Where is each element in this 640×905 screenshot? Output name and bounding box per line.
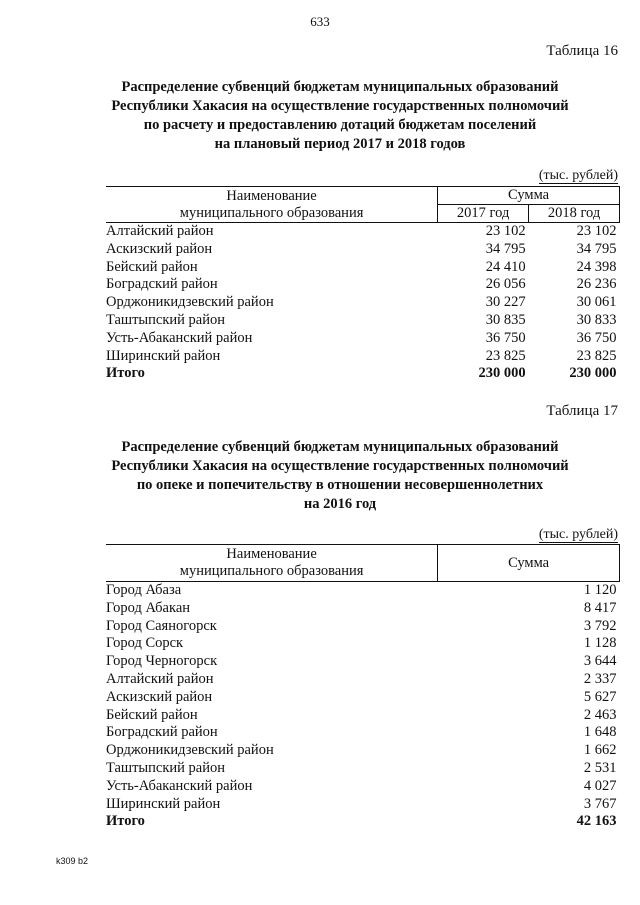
table16-row (106, 241, 620, 259)
table17-row (106, 778, 620, 796)
table16-row (106, 223, 620, 241)
table17 (106, 544, 620, 831)
table17-cell-name: Боградский район (106, 724, 218, 741)
table16-row (106, 276, 620, 294)
table17-row (106, 653, 620, 671)
table17-cell-name: Город Черногорск (106, 653, 218, 670)
table17-total-name: Итого (106, 813, 145, 830)
table16-cell-name: Аскизский район (106, 240, 213, 257)
table16-row (106, 312, 620, 330)
table16-header-name-line1: Наименование (226, 187, 317, 204)
table17-cell-sum: 3 792 (583, 617, 617, 634)
table17-cell-name: Таштыпский район (106, 759, 226, 776)
table16-total-2017: 230 000 (478, 365, 526, 382)
table17-title-line: Распределение субвенций бюджетам муниципальных образований (121, 439, 559, 455)
table17-header-name-line1: Наименование (226, 546, 317, 562)
table17-cell-sum: 2 463 (583, 706, 617, 723)
table17-row (106, 707, 620, 725)
table17-row (106, 796, 620, 814)
table16-cell-2017: 24 410 (485, 258, 526, 275)
table16-cell-2018: 30 061 (576, 294, 617, 311)
table16-cell-name: Усть-Абаканский район (106, 329, 253, 346)
table16-cell-2018: 26 236 (576, 276, 617, 293)
table17-cell-sum: 1 662 (583, 742, 617, 759)
table17-cell-name: Город Саяногорск (106, 617, 217, 634)
table16-header-year1: 2017 год (438, 205, 529, 223)
table16-units (539, 168, 618, 184)
table17-cell-sum: 2 531 (583, 759, 617, 776)
table17-cell-name: Город Сорск (106, 635, 184, 652)
table16-cell-2018: 23 825 (576, 347, 617, 364)
table17-cell-sum: 1 120 (583, 582, 617, 598)
table16-cell-name: Ширинский район (106, 347, 221, 364)
table17-row (106, 724, 620, 742)
table16-row (106, 330, 620, 348)
table17-cell-sum: 5 627 (583, 688, 617, 705)
table16-cell-name: Орджоникидзевский район (106, 294, 274, 311)
table17-row (106, 582, 620, 600)
table17-cell-name: Город Абакан (106, 599, 191, 616)
table17-header-row (106, 545, 620, 582)
table17-header-name (106, 545, 438, 582)
table16-cell-name: Алтайский район (106, 223, 214, 239)
table16-cell-2017: 26 056 (485, 276, 526, 293)
table16-cell-2017: 23 825 (485, 347, 526, 364)
table17-row (106, 635, 620, 653)
table17-title (30, 438, 640, 514)
table16-title-line: Распределение субвенций бюджетам муниципальных образований (121, 79, 559, 95)
table16-header-sum: Сумма (438, 187, 620, 205)
table17-total-row (106, 813, 620, 831)
table16-title-line: по расчету и предоставлению дотаций бюджетам поселений (143, 117, 537, 133)
table17-cell-sum: 8 417 (583, 599, 617, 616)
table16-cell-name: Боградский район (106, 276, 218, 293)
table17-cell-name: Ширинский район (106, 795, 221, 812)
table16-cell-2017: 36 750 (485, 329, 526, 346)
table17-cell-sum: 3 644 (583, 653, 617, 670)
table17-row (106, 671, 620, 689)
table16-header-name (106, 187, 438, 223)
table17-cell-sum: 1 128 (583, 635, 617, 652)
table17-label: Таблица 17 (546, 403, 618, 419)
table16-header-year2: 2018 год (529, 205, 620, 223)
table17-row (106, 742, 620, 760)
table16-cell-name: Бейский район (106, 258, 198, 275)
table16 (106, 186, 620, 383)
table16-cell-2018: 36 750 (576, 329, 617, 346)
table17-cell-name: Аскизский район (106, 688, 213, 705)
table17-units-text: (тыс. рублей) (538, 527, 618, 542)
page-number: 633 (310, 14, 330, 29)
table17-cell-name: Алтайский район (106, 670, 214, 687)
table16-total-2018: 230 000 (569, 365, 617, 382)
table17-header-sum: Сумма (438, 545, 620, 582)
table16-cell-2017: 23 102 (485, 223, 526, 239)
table17-header-name-line2: муниципального образования (179, 563, 364, 579)
table16-header-name-line2: муниципального образования (179, 204, 364, 221)
table16-cell-name: Таштыпский район (106, 311, 226, 328)
table17-row (106, 689, 620, 707)
table16-title (30, 78, 640, 154)
table16-title-line: Республики Хакасия на осуществление государственных полномочий (111, 98, 569, 114)
table16-cell-2017: 30 227 (485, 294, 526, 311)
table17-title-line: Республики Хакасия на осуществление государственных полномочий (111, 458, 569, 474)
table17-cell-name: Орджоникидзевский район (106, 742, 274, 759)
table16-units-text: (тыс. рублей) (538, 168, 618, 183)
table17-title-line: по опеке и попечительству в отношении несовершеннолетних (136, 477, 544, 493)
table17-total-sum: 42 163 (576, 813, 617, 830)
table17-cell-name: Усть-Абаканский район (106, 777, 253, 794)
table16-total-name: Итого (106, 365, 145, 382)
table17-row (106, 760, 620, 778)
table17-row (106, 600, 620, 618)
table16-cell-2018: 34 795 (576, 240, 617, 257)
footer-code: k309 b2 (56, 856, 89, 866)
table17-cell-name: Город Абаза (106, 582, 182, 598)
table16-cell-2018: 23 102 (576, 223, 617, 239)
table16-total-row (106, 365, 620, 383)
table16-cell-2018: 30 833 (576, 311, 617, 328)
table17-cell-sum: 1 648 (583, 724, 617, 741)
table17-cell-sum: 3 767 (583, 795, 617, 812)
table17-cell-sum: 2 337 (583, 670, 617, 687)
table16-cell-2017: 34 795 (485, 240, 526, 257)
table16-row (106, 294, 620, 312)
table17-row (106, 618, 620, 636)
table17-units (539, 527, 618, 543)
table16-label: Таблица 16 (546, 43, 618, 59)
table17-cell-sum: 4 027 (583, 777, 617, 794)
table16-header-row-1 (106, 187, 620, 205)
table16-title-line: на плановый период 2017 и 2018 годов (214, 136, 466, 152)
table17-cell-name: Бейский район (106, 706, 198, 723)
table16-cell-2017: 30 835 (485, 311, 526, 328)
table16-row (106, 259, 620, 277)
table17-title-line: на 2016 год (303, 496, 377, 512)
table16-row (106, 348, 620, 366)
table16-cell-2018: 24 398 (576, 258, 617, 275)
